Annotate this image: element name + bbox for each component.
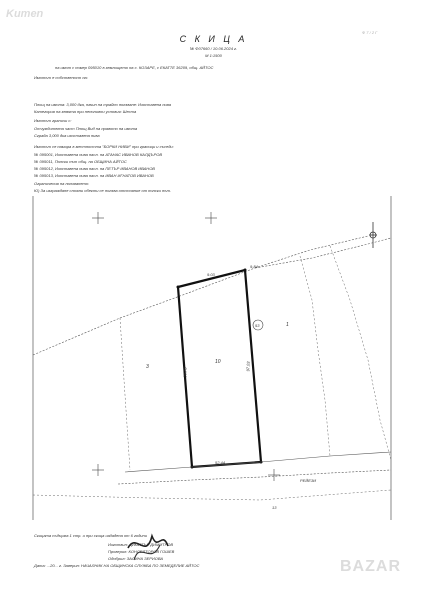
map-label-bottom: 52.44 <box>215 460 226 465</box>
footer-prepared: Изготвил: ДИМИТЪР ДИМИТРОВ <box>108 542 174 547</box>
footer-approved: Одобрил: ЗАЛИНА ЗЕРИОВА <box>108 556 164 561</box>
parcel-line: на имот с номер 095010 в землището на с. КОЗАРЕ, с ЕКАТТЕ 36209, общ. АЙТОС <box>55 65 214 70</box>
corner-note: Ф 7 / 2 Г <box>362 30 378 35</box>
owner-line: Имотът е собственост на: <box>34 75 88 80</box>
footer-note: Скицата съдържа 1 стр. и при скица издадена от 6 години <box>34 533 147 538</box>
watermark-top: Kumen <box>6 8 44 20</box>
restrictions-title: Ограничения на ползването: <box>34 181 90 186</box>
table-header: Отчуждителна част Площ Вид на правото на имота <box>34 126 138 131</box>
map-label-left: 3 <box>146 364 149 370</box>
map-label-left-side: 98.70 <box>182 367 188 378</box>
map-label-top-right: 9.84 <box>250 264 258 269</box>
map-label-center: 10 <box>215 359 221 365</box>
watermark-bottom: BAZAR <box>340 558 401 575</box>
table-row: Сграда 3,000 дка изоставена нива <box>34 133 100 138</box>
footer-date: Дата: ...20... г. Заверил: НАЧАЛНИК НА ОБЩИНСКА СЛУЖБА ПО ЗЕМЕДЕЛИЕ АЙТОС <box>34 563 200 568</box>
category-line: Категория на земята при неполивни условия: Шеста <box>34 109 137 114</box>
restrictions-text: Ю) За изграждане сложни обекти се ползва отстояние от полски път. <box>34 188 172 193</box>
footer-checked: Проверил: КОНСЕЛТОРОВ ГОШЕВ <box>108 549 175 554</box>
map-label-road: РЕЙЕЗИ <box>300 478 317 483</box>
map-label-right: 1 <box>286 322 289 328</box>
neighbors-title: Имотът граничи с: <box>34 118 72 123</box>
area-line: Площ на имота: 3,000 дка, начин на трайно ползване: Изоставена нива <box>34 102 171 107</box>
map-label-top-left: 9.03 <box>207 272 215 277</box>
neighbor-2: № 095011, Полски път общ. на ОБЩИНА АЙТОС <box>34 159 127 164</box>
page-title: С К И Ц А <box>179 34 248 44</box>
map-label-right-side: 97.03 <box>245 361 251 372</box>
locality-line: Имотът се намира в местността "БОРКИ НИВИ" при граници и съседи: <box>34 144 174 149</box>
scale-label: М 1:1500 <box>205 53 222 58</box>
neighbor-3: № 095012, Изоставена нива насл. на ПЕТЪР ИВАНОВ ИВАНОВ <box>34 166 155 171</box>
map-label-circle: 53 <box>255 323 260 328</box>
map-label-parcel-13: 13 <box>272 505 277 510</box>
subtitle: № Ф07660 / 10.06.2024 г. <box>189 46 238 51</box>
neighbor-4: № 095013, Изоставена нива насл. на ИВАН ИГНАТОВ ИВАНОВ <box>34 173 154 178</box>
neighbor-1: № 095001, Изоставена нива насл. на АТАНАС ИВАНОВ КАЛДЪРОВ <box>34 152 163 157</box>
